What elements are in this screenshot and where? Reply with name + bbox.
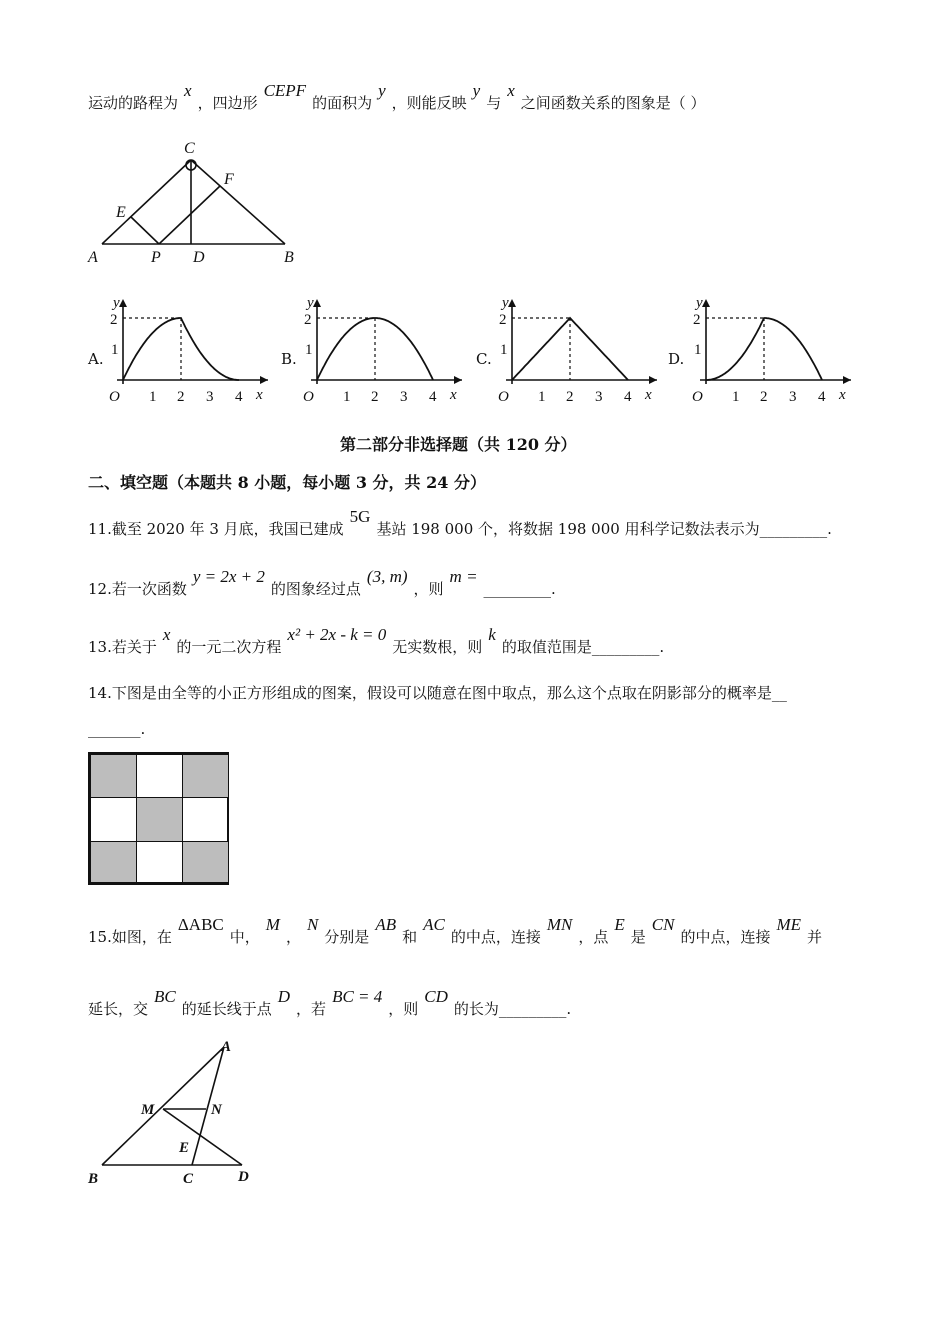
tick-label-1: 1 <box>732 389 740 405</box>
option-d-label[interactable]: D. <box>668 350 685 368</box>
y-axis-label: y <box>696 295 703 311</box>
x-axis-label: x <box>839 387 846 403</box>
x-axis-arrow-icon <box>454 376 462 384</box>
option-b-graph <box>297 295 472 410</box>
option-c-graph <box>492 295 667 410</box>
y-tick-label-2: 2 <box>304 312 312 328</box>
tick-label-3: 3 <box>206 389 214 405</box>
grid-cell <box>136 841 183 883</box>
y-axis-arrow-icon <box>313 299 321 307</box>
tick-label-3: 3 <box>595 389 603 405</box>
origin-label: O <box>498 389 509 405</box>
q14-text-line2: _______. <box>88 720 146 738</box>
y-axis-arrow-icon <box>702 299 710 307</box>
q10-text: 运动的路程为x，四边形CEPF的面积为y，则能反映y与x之间函数关系的图象是（ ） <box>88 81 706 112</box>
label-N: N <box>211 1102 222 1118</box>
label-P: P <box>151 249 161 266</box>
label-M: M <box>141 1102 155 1118</box>
y-axis-label: y <box>502 295 509 311</box>
grid-cell-shaded <box>90 754 137 798</box>
tick-label-1: 1 <box>343 389 351 405</box>
origin-label: O <box>692 389 703 405</box>
x-axis-label: x <box>645 387 652 403</box>
label-D: D <box>238 1169 249 1185</box>
tick-label-4: 4 <box>235 389 243 405</box>
q14-text-line1: 14.下图是由全等的小正方形组成的图案，假设可以随意在图中取点，那么这个点取在阴影部分的概率是__ <box>88 684 787 702</box>
grid-cell-shaded <box>182 841 229 883</box>
option-d-graph <box>686 295 861 410</box>
tick-label-3: 3 <box>789 389 797 405</box>
y-tick-label-2: 2 <box>693 312 701 328</box>
x-axis-arrow-icon <box>843 376 851 384</box>
grid-cell <box>90 797 137 842</box>
option-c-label[interactable]: C. <box>476 350 492 368</box>
tick-label-1: 1 <box>149 389 157 405</box>
y-axis-arrow-icon <box>119 299 127 307</box>
x-axis-arrow-icon <box>649 376 657 384</box>
label-B: B <box>88 1171 99 1187</box>
x-axis-label: x <box>450 387 457 403</box>
tick-label-1: 1 <box>538 389 546 405</box>
x-axis-label: x <box>256 387 263 403</box>
origin-label: O <box>109 389 120 405</box>
tick-label-4: 4 <box>818 389 826 405</box>
y-axis-label: y <box>307 295 314 311</box>
q11-text: 11.截至 2020 年 3 月底，我国已建成5G基站 198 000 个，将数据 198 000 用科学记数法表示为_________. <box>88 507 832 538</box>
label-C: C <box>184 140 195 157</box>
option-a-label[interactable]: A. <box>88 350 104 368</box>
label-E: E <box>179 1140 190 1156</box>
q13-text: 13.若关于x的一元二次方程x² + 2x - k = 0无实数根，则k的取值范围是_________. <box>88 625 665 656</box>
grid-cell <box>136 754 183 798</box>
part-2-title: 二、填空题（本题共 8 小题，每小题 3 分，共 24 分） <box>88 473 486 492</box>
tick-label-2: 2 <box>371 389 379 405</box>
y-tick-label-2: 2 <box>499 312 507 328</box>
label-B: B <box>284 249 294 266</box>
q14-grid <box>88 752 229 885</box>
y-tick-label-1: 1 <box>500 342 508 358</box>
label-D: D <box>193 249 205 266</box>
tick-label-4: 4 <box>429 389 437 405</box>
tick-label-3: 3 <box>400 389 408 405</box>
label-C: C <box>183 1171 194 1187</box>
q10-triangle-figure <box>85 135 300 270</box>
grid-cell-shaded <box>182 754 229 798</box>
y-tick-label-1: 1 <box>111 342 119 358</box>
grid-cell-shaded <box>90 841 137 883</box>
y-axis-label: y <box>113 295 120 311</box>
label-E: E <box>116 204 126 221</box>
y-tick-label-1: 1 <box>694 342 702 358</box>
label-A: A <box>88 249 98 266</box>
q15-triangle-figure <box>85 1038 265 1188</box>
q15-text-line1: 15.如图，在ΔABC中，M，N分别是AB和AC的中点，连接MN，点E是CN的中点，连接ME并 <box>88 915 823 946</box>
tick-label-2: 2 <box>760 389 768 405</box>
q12-text: 12.若一次函数y = 2x + 2的图象经过点(3, m)，则m =_________. <box>88 567 556 598</box>
y-axis-arrow-icon <box>508 299 516 307</box>
y-tick-label-2: 2 <box>110 312 118 328</box>
section-2-title: 第二部分非选择题（共 120 分） <box>340 435 577 454</box>
label-A: A <box>221 1039 232 1055</box>
y-tick-label-1: 1 <box>305 342 313 358</box>
x-axis-arrow-icon <box>260 376 268 384</box>
label-F: F <box>224 171 234 188</box>
tick-label-2: 2 <box>177 389 185 405</box>
option-b-label[interactable]: B. <box>281 350 297 368</box>
q15-text-line2: 延长，交BC的延长线于点D，若BC = 4，则CD的长为_________. <box>88 987 572 1018</box>
grid-cell-shaded <box>136 797 183 842</box>
grid-cell <box>182 797 229 842</box>
tick-label-2: 2 <box>566 389 574 405</box>
origin-label: O <box>303 389 314 405</box>
option-a-graph <box>103 295 278 410</box>
tick-label-4: 4 <box>624 389 632 405</box>
